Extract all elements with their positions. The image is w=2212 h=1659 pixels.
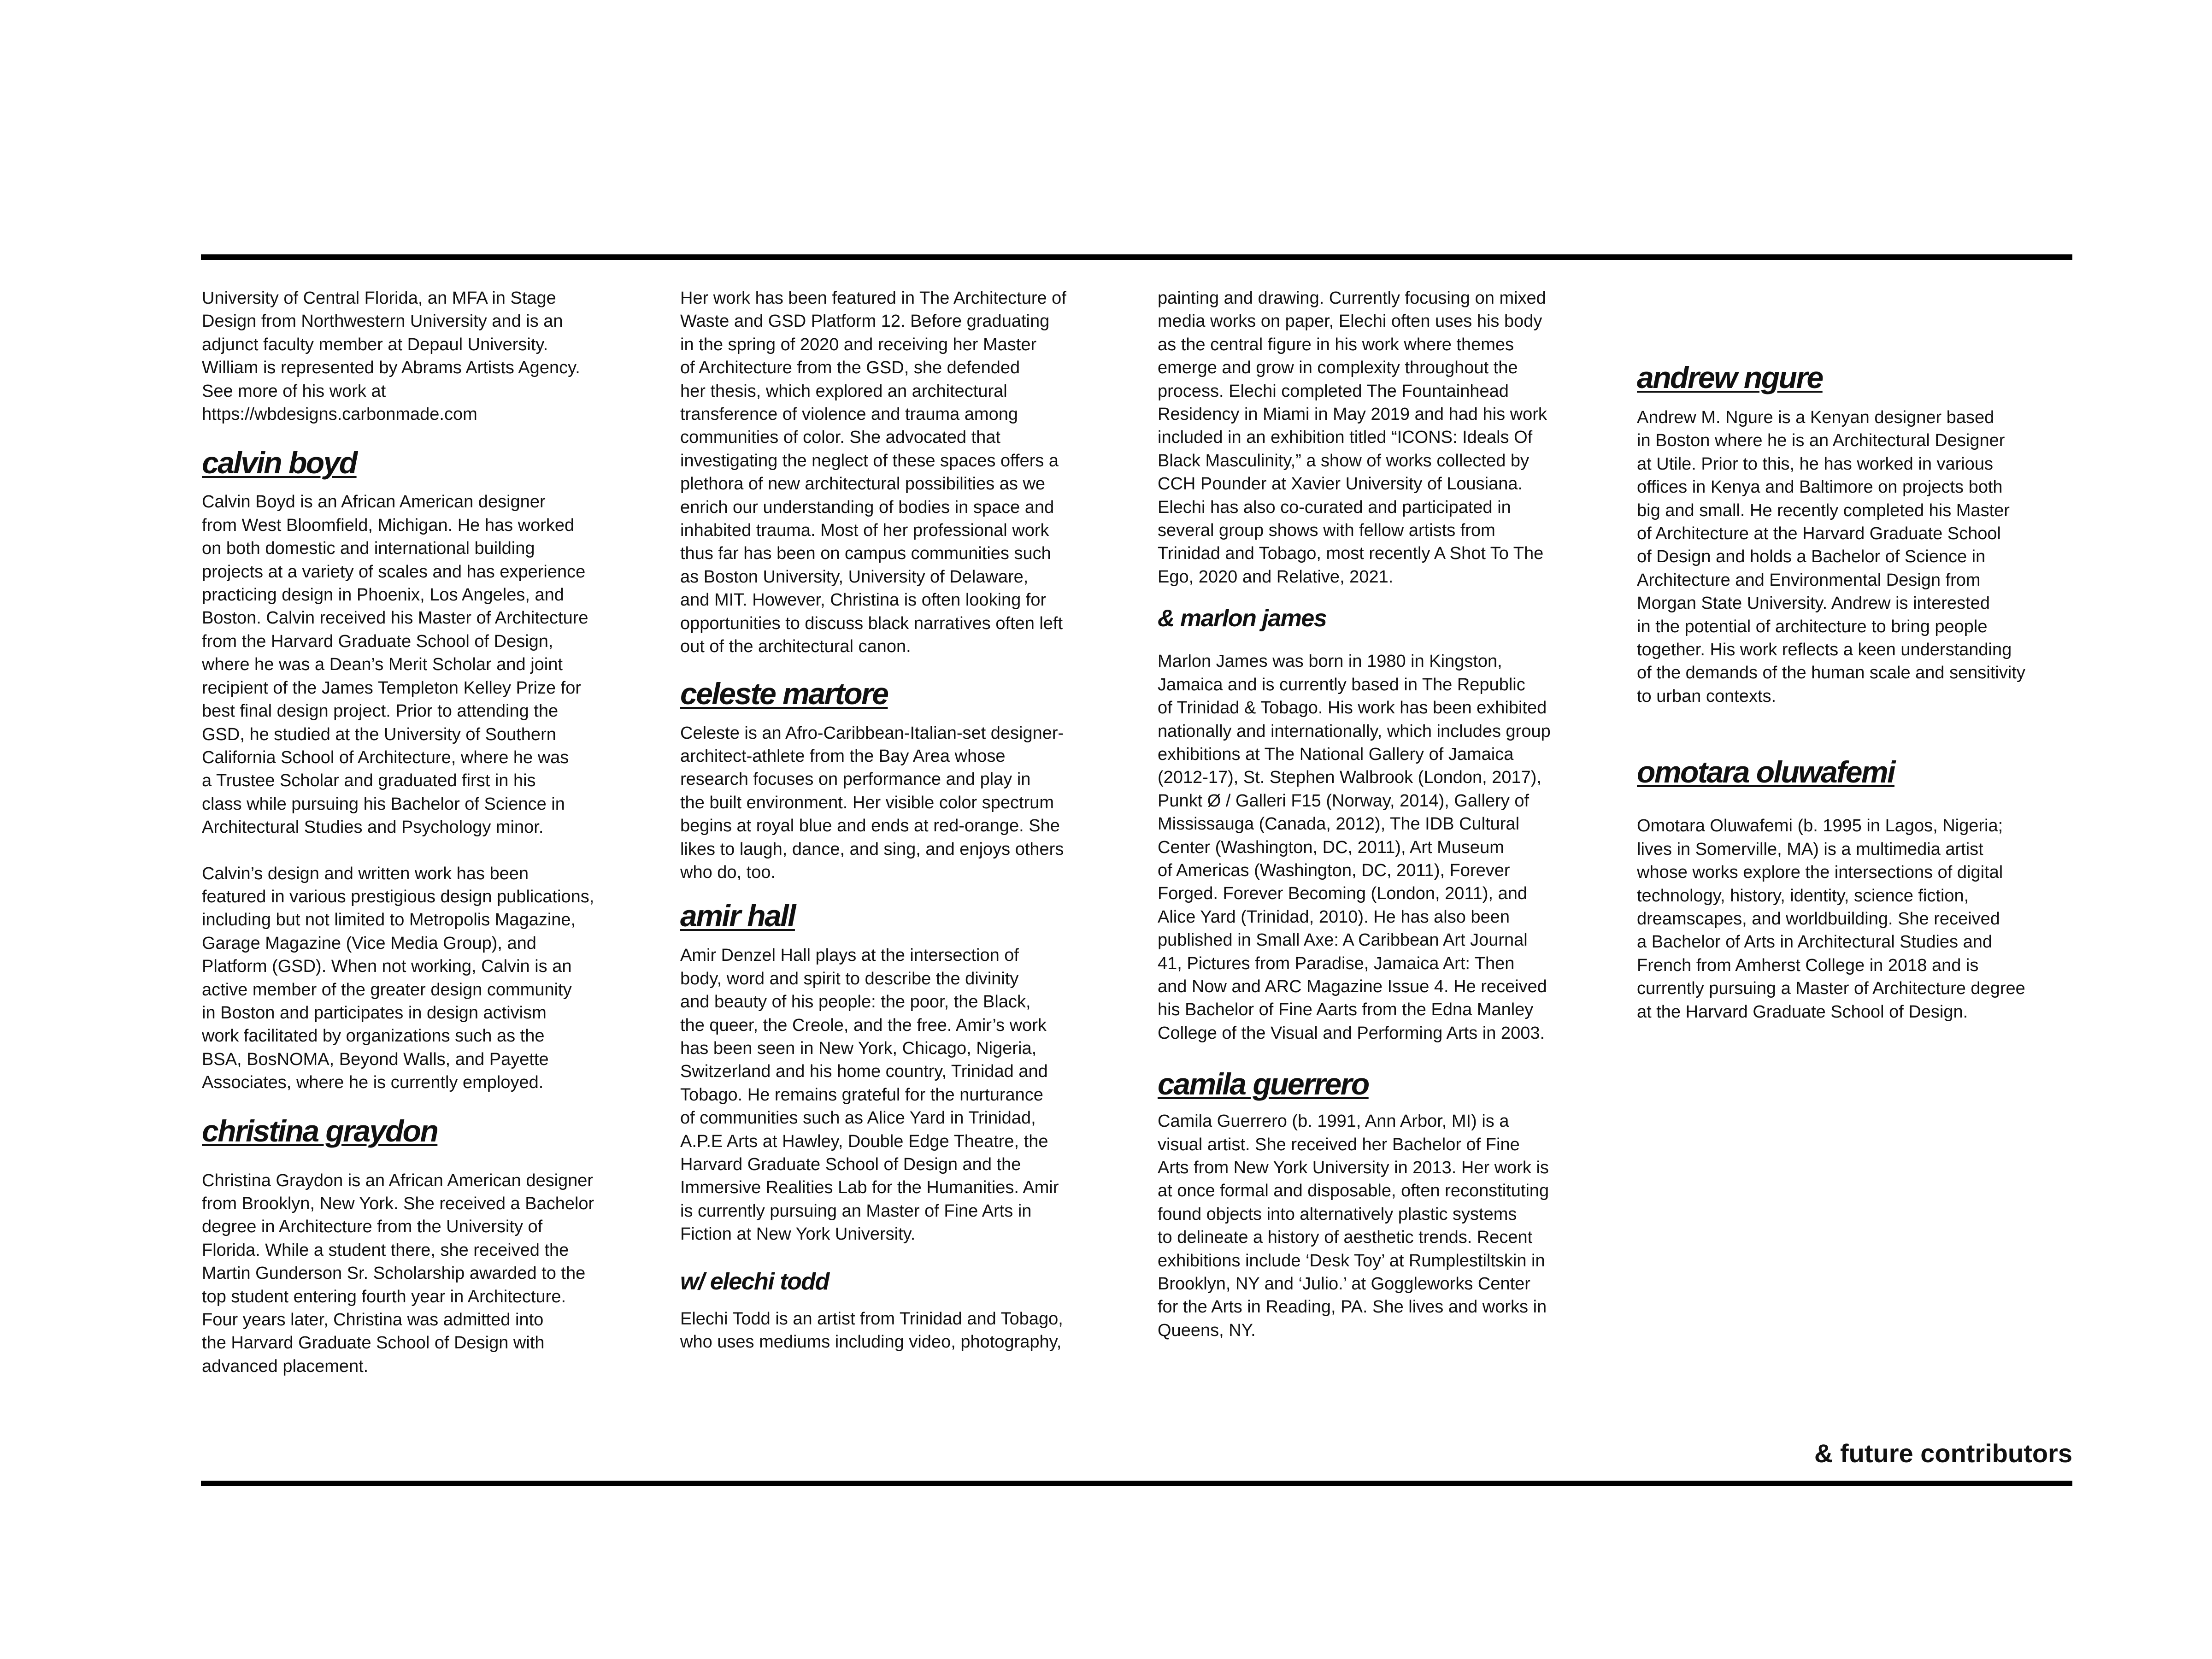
heading-camila-guerrero: camila guerrero <box>1158 1067 1369 1101</box>
column-4 <box>1637 359 2098 1024</box>
heading-marlon-james: & marlon james <box>1158 605 1327 632</box>
paragraph-camila-guerrero: Camila Guerrero (b. 1991, Ann Arbor, MI) is a visual artist. She received her Bachelor of Fine Arts from New York University in 2013. Her work is at once formal and disposable, often reconstituting found objects into alternatively plastic systems to delineate a history of aesthetic trends. Recent exhibitions include ‘Desk Toy’ at Rumplestiltskin in Brooklyn, NY and ‘Julio.’ at Goggleworks Center for the Arts in Reading, PA. She lives and works in Queens, NY. <box>1158 1112 1549 1340</box>
paragraph-christina-graydon: Christina Graydon is an African American designer from Brooklyn, New York. She received a Bachelor degree in Architecture from the University of Florida. While a student there, she received the Martin Gunderson Sr. Scholarship awarded to the top student entering fourth year in Architecture. Four years later, Christina was admitted into the Harvard Graduate School of Design with advanced placement. <box>202 1171 594 1376</box>
heading-andrew-ngure: andrew ngure <box>1637 360 1823 394</box>
paragraph-celeste-martore: Celeste is an Afro-Caribbean-Italian-set designer- architect-athlete from the Bay Area whose research focuses on performance and play in the built environment. Her visible color spectrum begins at royal blue and ends at red-orange. She likes to laugh, dance, and sing, and enjoys others who do, too. <box>680 723 1064 882</box>
column-3 <box>1158 287 1618 1342</box>
heading-omotara-oluwafemi: omotara oluwafemi <box>1637 755 1894 789</box>
heading-elechi-todd: w/ elechi todd <box>680 1268 829 1295</box>
heading-christina-graydon: christina graydon <box>202 1113 438 1148</box>
heading-amir-hall: amir hall <box>680 899 795 933</box>
heading-celeste-martore: celeste martore <box>680 676 888 711</box>
paragraph-elechi-todd-cont: painting and drawing. Currently focusing on mixed media works on paper, Elechi often uses his body as the central figure in his work where themes emerge and grow in complexity throughout the process. Elechi completed The Fountainhead Residency in Miami in May 2019 and had his work included in an exhibition titled “ICONS: Ideals Of Black Masculinity,” a show of works collected by CCH Pounder at Xavier University of Lousiana. Elechi has also co-curated and participated in several group shows with fellow artists from Trinidad and Tobago, most recently A Shot To The Ego, 2020 and Relative, 2021. <box>1158 288 1547 587</box>
paragraph-andrew-ngure: Andrew M. Ngure is a Kenyan designer based in Boston where he is an Architectural Designer at Utile. Prior to this, he has worked in various offices in Kenya and Baltimore on projects both big and small. He recently completed his Master of Architecture at the Harvard Graduate School of Design and holds a Bachelor of Science in Architecture and Environmental Design from Morgan State University. Andrew is interested in the potential of architecture to bring people together. His work reflects a keen understanding of the demands of the human scale and sensitivity to urban contexts. <box>1637 408 2025 706</box>
footer-future-contributors: & future contributors <box>1814 1439 2072 1468</box>
paragraph-calvin-boyd-1: Calvin Boyd is an African American designer from West Bloomfield, Michigan. He has worked on both domestic and international building projects at a variety of scales and has experience practicing design in Phoenix, Los Angeles, and Boston. Calvin received his Master of Architecture from the Harvard Graduate School of Design, where he was a Dean’s Merit Scholar and joint recipient of the James Templeton Kelley Prize for best final design project. Prior to attending the GSD, he studied at the University of Southern California School of Architecture, where he was a Trustee Scholar and graduated first in his class while pursuing his Bachelor of Science in Architectural Studies and Psychology minor. <box>202 492 588 837</box>
heading-calvin-boyd: calvin boyd <box>202 446 357 480</box>
paragraph-marlon-james: Marlon James was born in 1980 in Kingston, Jamaica and is currently based in The Republic of Trinidad & Tobago. His work has been exhibited nationally and internationally, which includes group exhibitions at The National Gallery of Jamaica (2012-17), St. Stephen Walbrook (London, 2017), Punkt Ø / Galleri F15 (Norway, 2014), Gallery of Mississauga (Canada, 2012), The IDB Cultural Center (Washington, DC, 2011), Art Museum of Americas (Washington, DC, 2011), Forever Forged. Forever Becoming (London, 2011), and Alice Yard (Trinidad, 2010). He has also been published in Small Axe: A Caribbean Art Journal 41, Pictures from Paradise, Jamaica Art: Then and Now and ARC Magazine Issue 4. He received his Bachelor of Fine Aarts from the Edna Manley College of the Visual and Performing Arts in 2003. <box>1158 652 1551 1043</box>
paragraph-calvin-boyd-2: Calvin’s design and written work has been featured in various prestigious design publications, including but not limited to Metropolis Magazine, Garage Magazine (Vice Media Group), and Platform (GSD). When not working, Calvin is an active member of the greater design community in Boston and participates in design activism work facilitated by organizations such as the BSA, BosNOMA, Beyond Walls, and Payette Associates, where he is currently employed. <box>202 864 594 1093</box>
paragraph-amir-hall: Amir Denzel Hall plays at the intersection of body, word and spirit to describe the divinity and beauty of his people: the poor, the Black, the queer, the Creole, and the free. Amir’s work has been seen in New York, Chicago, Nigeria, Switzerland and his home country, Trinidad and Tobago. He remains grateful for the nurturance of communities such as Alice Yard in Trinidad, A.P.E Arts at Hawley, Double Edge Theatre, the Harvard Graduate School of Design and the Immersive Realities Lab for the Humanities. Amir is currently pursuing an Master of Fine Arts in Fiction at New York University. <box>680 946 1059 1244</box>
column-2 <box>680 287 1141 1353</box>
paragraph-william-bio-end: University of Central Florida, an MFA in Stage Design from Northwestern University and is an adjunct faculty member at Depaul University. William is represented by Abrams Artists Agency. See more of his work at https://wbdesigns.carbonmade.com <box>202 288 580 424</box>
paragraph-omotara-oluwafemi: Omotara Oluwafemi (b. 1995 in Lagos, Nigeria; lives in Somerville, MA) is a multimedia artist whose works explore the intersections of digital technology, history, identity, science fiction, dreamscapes, and worldbuilding. She received a Bachelor of Arts in Architectural Studies and French from Amherst College in 2018 and is currently pursuing a Master of Architecture degree at the Harvard Graduate School of Design. <box>1637 816 2025 1022</box>
paragraph-christina-graydon-cont: Her work has been featured in The Architecture of Waste and GSD Platform 12. Before graduating in the spring of 2020 and receiving her Master of Architecture from the GSD, she defended her thesis, which explored an architectural transference of violence and trauma among communities of color. She advocated that investigating the neglect of these spaces offers a plethora of new architectural possibilities as we enrich our understanding of bodies in space and inhabited trauma. Most of her professional work thus far has been on campus communities such as Boston University, University of Delaware, and MIT. However, Christina is often looking for opportunities to discuss black narratives often left out of the architectural canon. <box>680 288 1066 657</box>
paragraph-elechi-todd: Elechi Todd is an artist from Trinidad and Tobago, who uses mediums including video, photography, <box>680 1309 1063 1352</box>
bottom-rule <box>201 1481 2072 1486</box>
column-1 <box>202 287 663 1378</box>
top-rule <box>201 254 2072 260</box>
